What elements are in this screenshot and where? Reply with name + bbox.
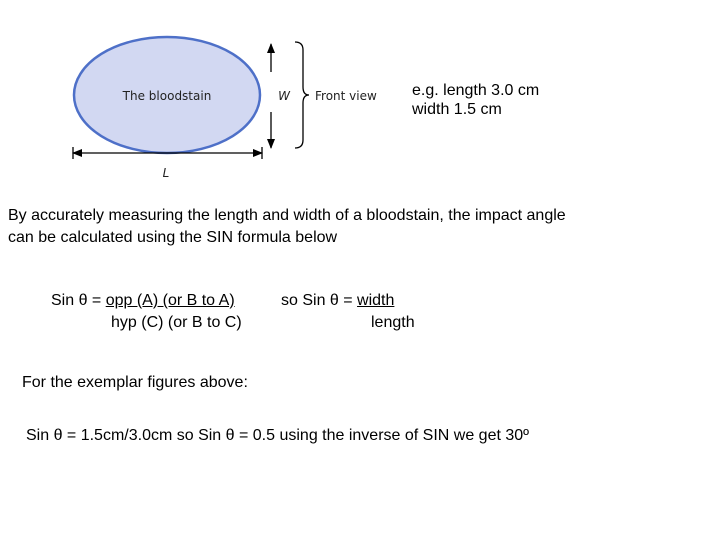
exemplar-result: Sin θ = 1.5cm/3.0cm so Sin θ = 0.5 using the inverse of SIN we get 30º [26, 427, 530, 444]
formula-so-prefix: so Sin θ = [281, 292, 358, 309]
formula-so-denominator: length [371, 314, 415, 331]
intro-line-2: can be calculated using the SIN formula below [8, 229, 338, 246]
formula-prefix: Sin θ = [51, 292, 106, 309]
front-view-brace [295, 42, 309, 148]
formula-denominator: hyp (C) (or B to C) [111, 314, 242, 331]
intro-line-1: By accurately measuring the length and width of a bloodstain, the impact angle [8, 207, 566, 224]
bloodstain-label: The bloodstain [122, 89, 212, 103]
front-view-label: Front view [315, 89, 377, 103]
example-length: e.g. length 3.0 cm [412, 82, 540, 99]
exemplar-heading: For the exemplar figures above: [22, 374, 248, 391]
formula-so-numerator: width [357, 292, 395, 309]
width-label: W [278, 89, 290, 103]
example-width: width 1.5 cm [412, 101, 502, 118]
formula-so-line [281, 291, 394, 310]
formula-line-1 [51, 291, 235, 310]
formula-numerator: opp (A) (or B to A) [105, 292, 235, 309]
length-label: L [162, 166, 170, 180]
